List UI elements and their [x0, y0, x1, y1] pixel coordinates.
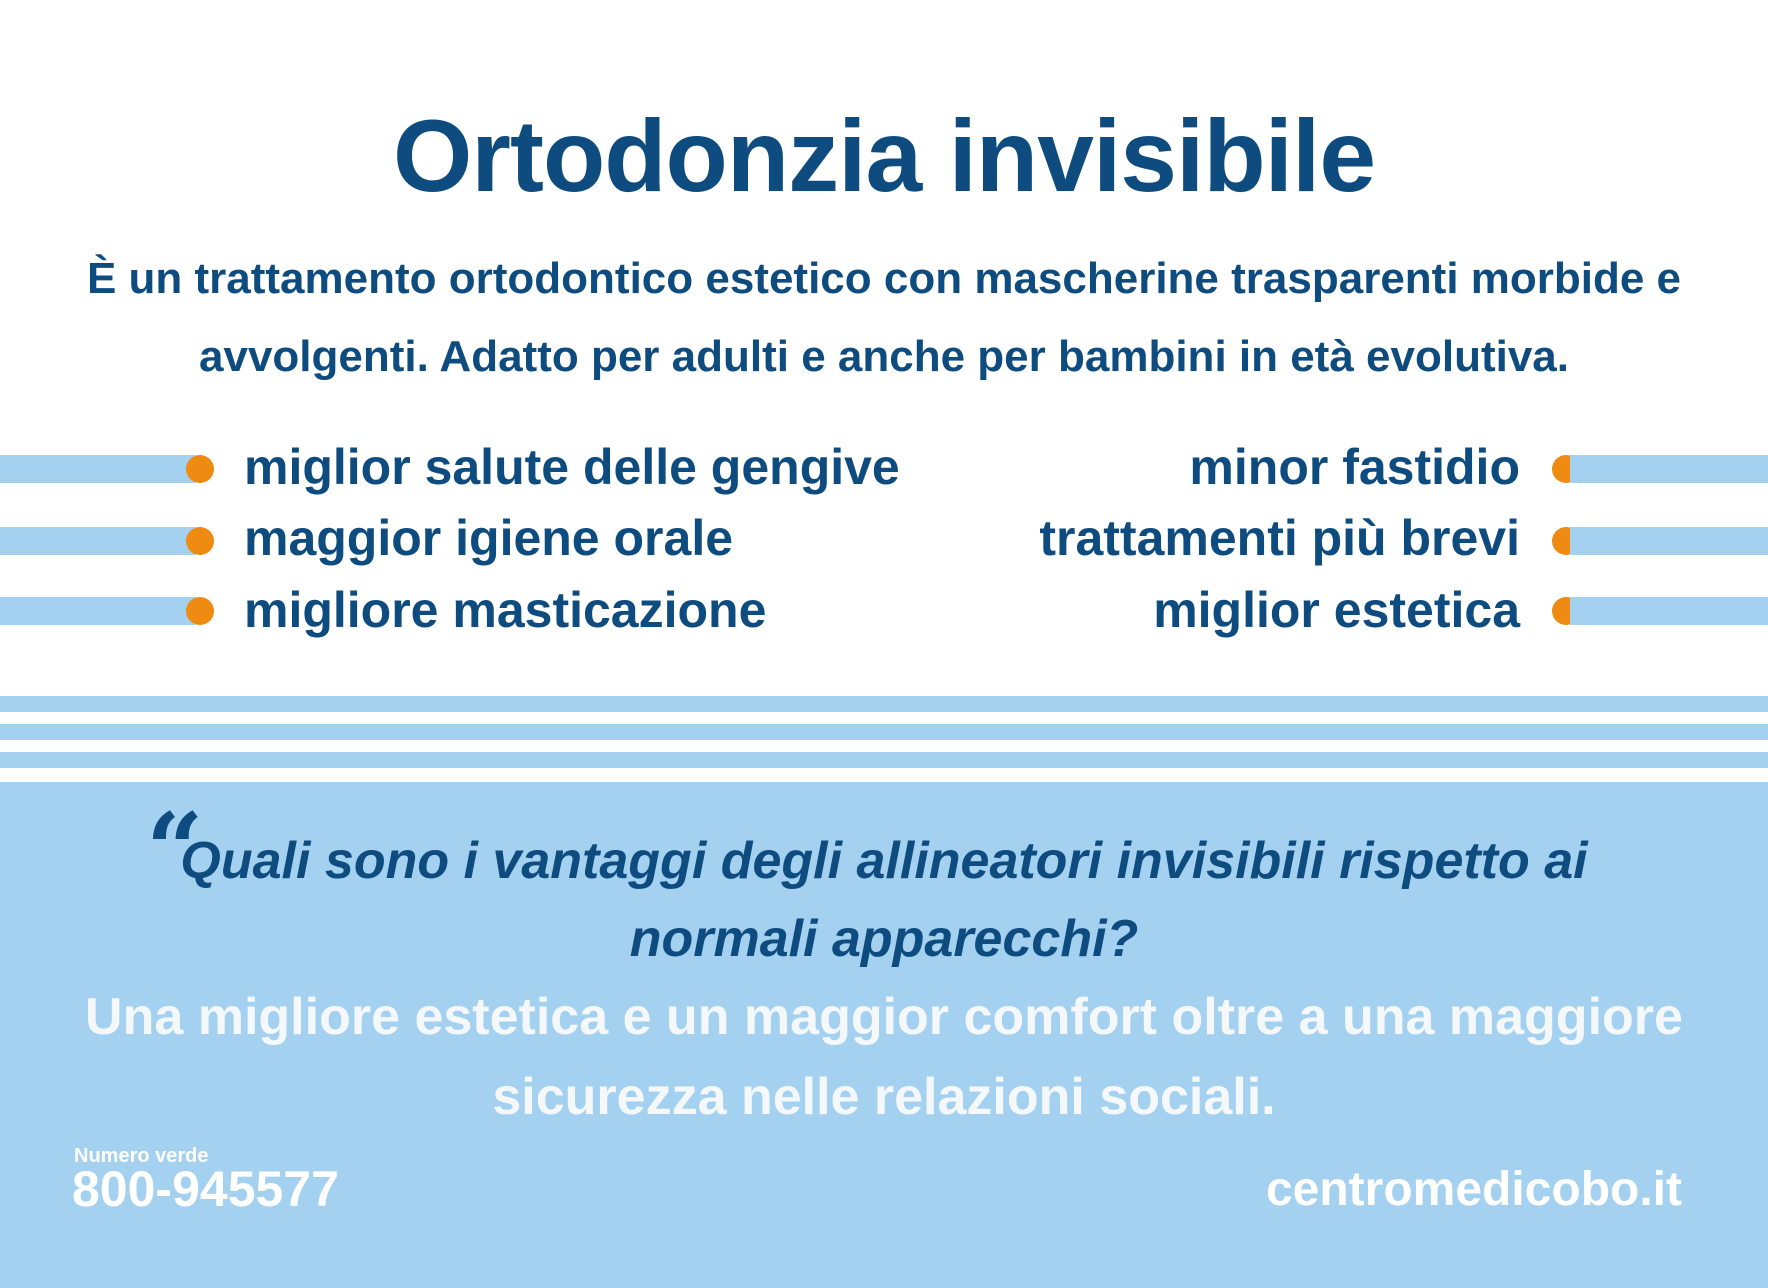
bullet-dot-icon [186, 527, 214, 555]
divider-line [0, 696, 1768, 712]
benefit-left-3: migliore masticazione [244, 582, 767, 638]
benefit-left-2: maggior igiene orale [244, 510, 734, 566]
stripe-right-1 [1570, 455, 1768, 483]
quote-icon: “ [146, 791, 204, 909]
benefit-right-1: minor fastidio [1189, 439, 1520, 495]
phone-number: 800-945577 [72, 1161, 339, 1217]
stripe-right-2 [1570, 527, 1768, 555]
stripe-left-3 [0, 597, 196, 625]
bullet-dot-icon [186, 597, 214, 625]
intro-text: È un trattamento ortodontico estetico con mascherine trasparenti morbide e avvolgenti. Adatto per adulti e anche per bambini in età evolutiva. [86, 254, 1682, 381]
faq-answer: Una migliore estetica e un maggior comfort oltre a una maggiore sicurezza nelle relazioni sociali. [85, 988, 1683, 1126]
benefit-right-2: trattamenti più brevi [1039, 510, 1520, 566]
page-title: Ortodonzia invisibile [392, 99, 1376, 213]
stripe-right-3 [1570, 597, 1768, 625]
benefit-right-3: miglior estetica [1153, 582, 1520, 638]
stripe-left-1 [0, 455, 196, 483]
benefit-left-1: miglior salute delle gengive [244, 439, 900, 495]
divider-line [0, 752, 1768, 768]
divider-line [0, 724, 1768, 740]
stripe-left-2 [0, 527, 196, 555]
website-link[interactable]: centromedicobo.it [1265, 1163, 1682, 1216]
faq-question: Quali sono i vantaggi degli allineatori invisibili rispetto ai normali apparecchi? [180, 832, 1588, 968]
phone-label: Numero verde [74, 1145, 209, 1167]
bullet-dot-icon [186, 455, 214, 483]
